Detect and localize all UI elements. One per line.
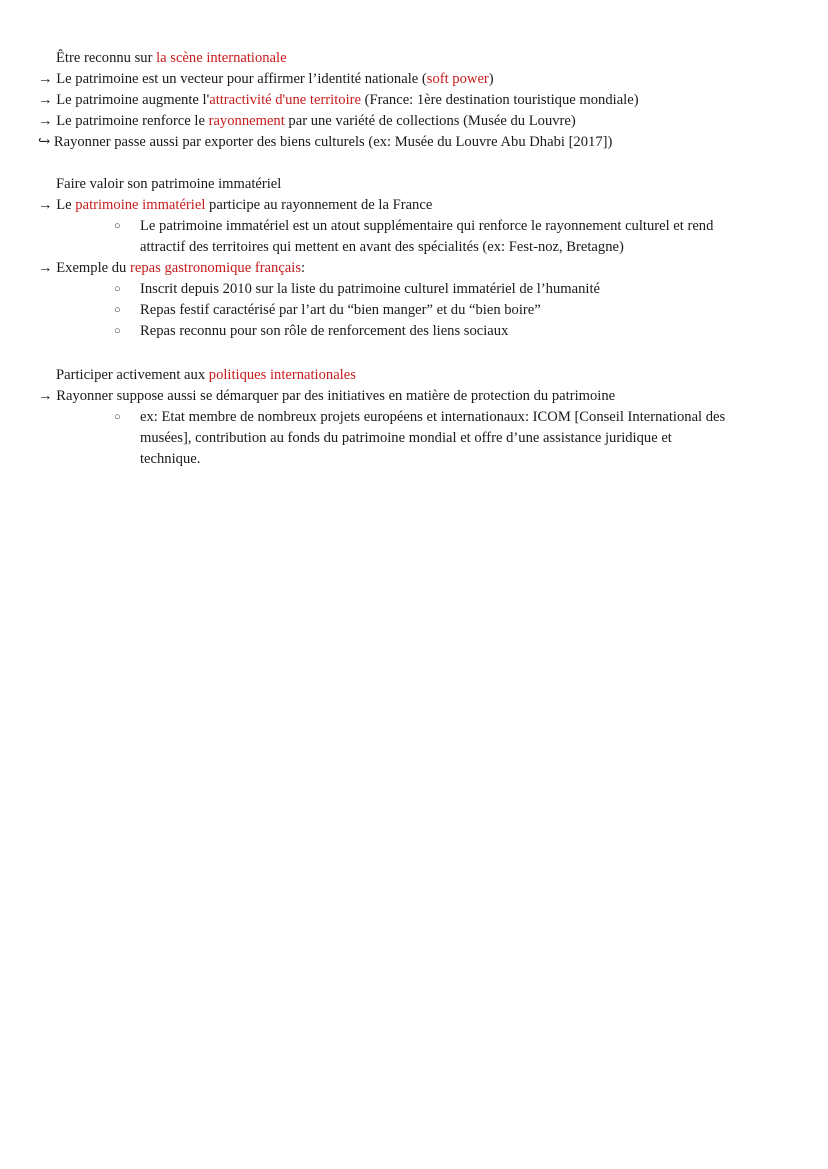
list-item: Repas festif caractérisé par l’art du “bien manger” et du “bien boire” — [140, 302, 541, 318]
text-line: → Le patrimoine augmente l'attractivité d'une territoire (France: 1ère destination touristique mondiale) — [38, 92, 639, 108]
bullet-icon: ○ — [114, 411, 121, 423]
list-item-continuation: attractif des territoires qui mettent en avant des spécialités (ex: Fest-noz, Bretagne) — [140, 239, 624, 255]
text-line: → Le patrimoine immatériel participe au rayonnement de la France — [38, 197, 433, 213]
list-item-continuation: musées], contribution au fonds du patrimoine mondial et offre d’une assistance juridique et — [140, 430, 672, 446]
text-line: ↪ Rayonner passe aussi par exporter des biens culturels (ex: Musée du Louvre Abu Dhabi [2017]) — [38, 134, 613, 150]
bullet-icon: ○ — [114, 325, 121, 337]
bullet-icon: ○ — [114, 220, 121, 232]
text-line: → Le patrimoine est un vecteur pour affirmer l’identité nationale (soft power) — [38, 71, 494, 87]
section-heading: Participer activement aux politiques internationales — [56, 367, 356, 383]
list-item: Inscrit depuis 2010 sur la liste du patrimoine culturel immatériel de l’humanité — [140, 281, 600, 297]
list-item: Repas reconnu pour son rôle de renforcement des liens sociaux — [140, 323, 509, 339]
text-line: → Le patrimoine renforce le rayonnement par une variété de collections (Musée du Louvre) — [38, 113, 576, 129]
highlight: attractivité d'une territoire — [209, 92, 361, 108]
section-heading: Être reconnu sur la scène internationale — [56, 50, 287, 66]
bullet-icon: ○ — [114, 304, 121, 316]
highlight: la scène internationale — [156, 50, 287, 66]
bullet-icon: ○ — [114, 283, 121, 295]
highlight: politiques internationales — [208, 367, 356, 383]
highlight: soft power — [426, 71, 489, 87]
highlight: patrimoine immatériel — [75, 197, 206, 213]
section-heading: Faire valoir son patrimoine immatériel — [56, 176, 282, 192]
highlight: rayonnement — [208, 113, 285, 129]
text-line: → Rayonner suppose aussi se démarquer par des initiatives en matière de protection du patrimoine — [38, 388, 616, 404]
list-item: ex: Etat membre de nombreux projets européens et internationaux: ICOM [Conseil International des — [140, 409, 726, 425]
list-item-continuation: technique. — [140, 451, 201, 467]
text-line: → Exemple du repas gastronomique français: — [38, 260, 306, 276]
list-item: Le patrimoine immatériel est un atout supplémentaire qui renforce le rayonnement culturel et rend — [140, 218, 714, 234]
highlight: repas gastronomique français — [130, 260, 302, 276]
